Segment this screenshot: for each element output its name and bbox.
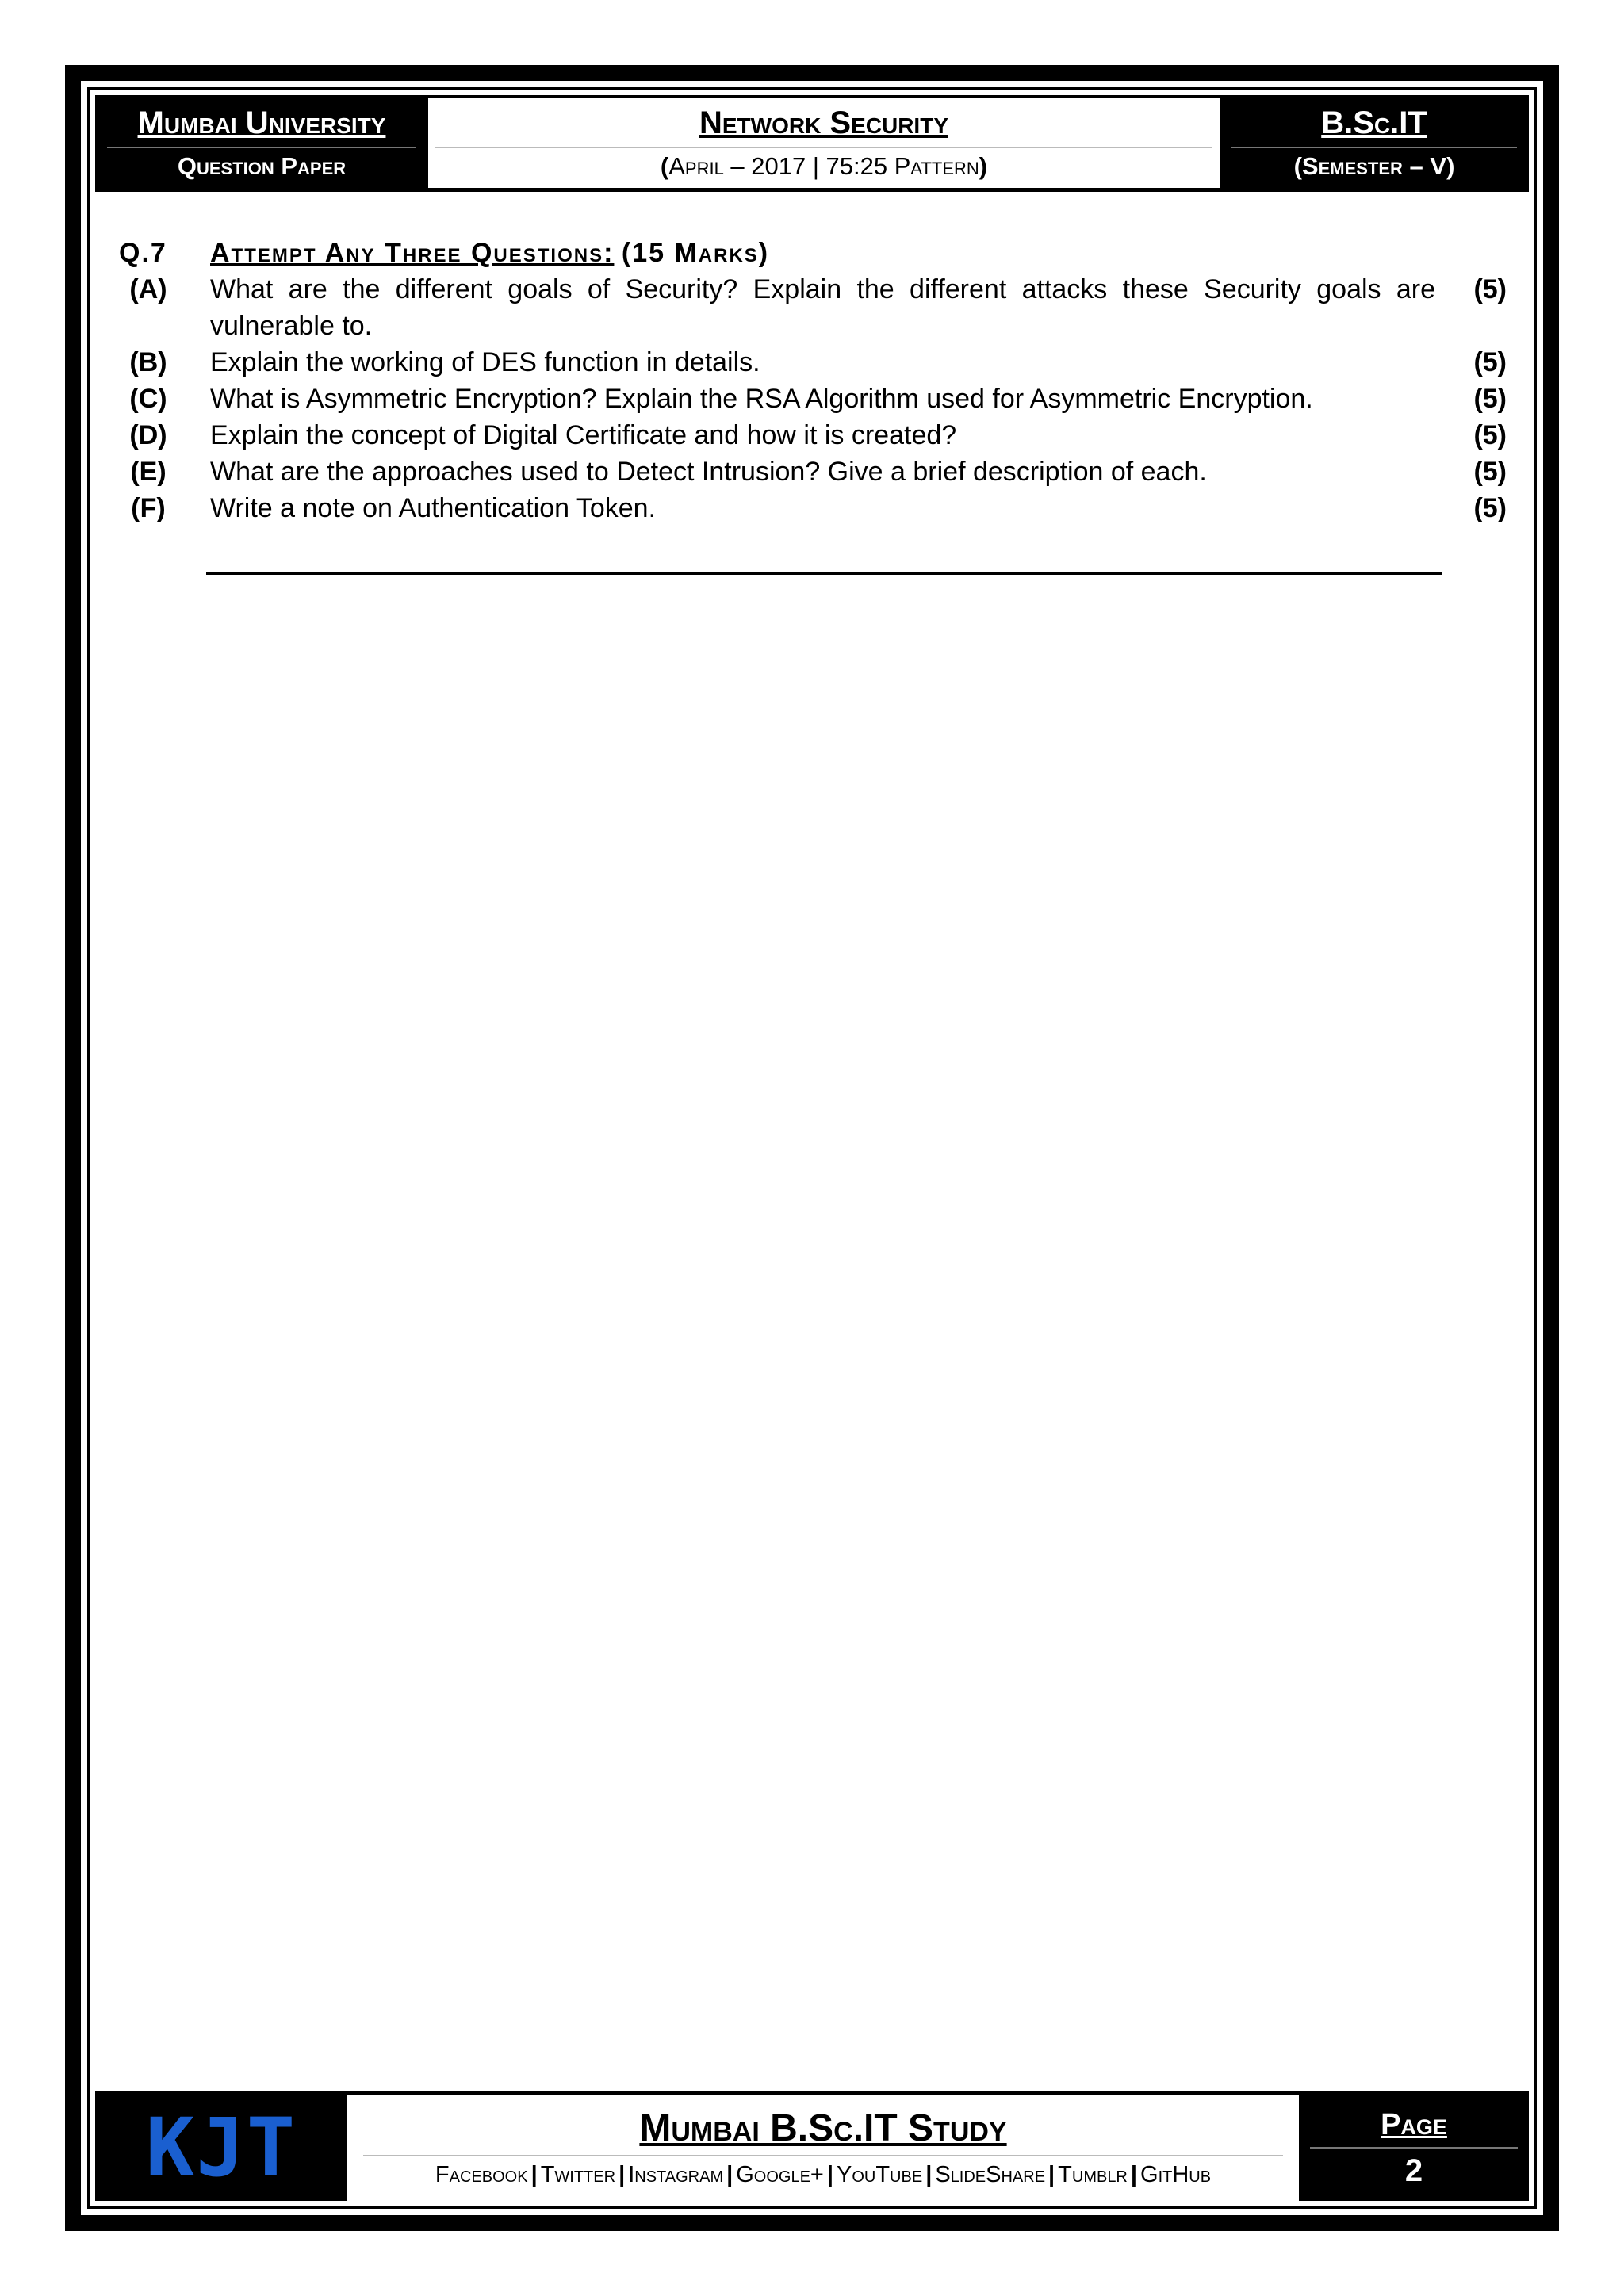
header-subject-cell — [428, 98, 1220, 188]
university-name: Mumbai University — [137, 105, 386, 140]
link-slideshare[interactable]: SlideShare — [935, 2161, 1046, 2187]
question-text: Explain the concept of Digital Certificate and how it is created? — [210, 420, 957, 450]
link-github[interactable]: GitHub — [1140, 2161, 1212, 2187]
exam-session: (April – 2017 | 75:25 Pattern) — [660, 151, 988, 180]
list-item — [119, 381, 1507, 417]
footer-page-cell — [1299, 2095, 1529, 2201]
question-number: Q.7 — [119, 238, 167, 268]
session-month: April — [668, 151, 724, 180]
question-section — [119, 235, 1507, 526]
question-marks: (5) — [1473, 457, 1507, 487]
header-divider — [1231, 147, 1517, 148]
question-text: Write a note on Authentication Token. — [210, 493, 657, 523]
question-label: (A) — [129, 274, 167, 304]
question-marks: (5) — [1473, 420, 1507, 450]
link-google-plus[interactable]: Google+ — [736, 2161, 824, 2187]
document-type: Question Paper — [177, 151, 347, 180]
link-youtube[interactable]: YouTube — [837, 2161, 923, 2187]
question-marks: (5) — [1473, 384, 1507, 414]
section-heading-row — [119, 235, 1507, 271]
question-label: (D) — [129, 420, 167, 450]
course-name: B.Sc.IT — [1321, 105, 1427, 140]
list-item — [119, 417, 1507, 453]
header-divider — [435, 147, 1212, 148]
question-label: (F) — [131, 493, 166, 523]
exam-pattern: 75:25 Pattern — [825, 151, 979, 180]
link-facebook[interactable]: Facebook — [435, 2161, 528, 2187]
question-label: (C) — [129, 384, 167, 414]
list-item — [119, 453, 1507, 490]
kjt-logo — [95, 2095, 347, 2201]
footer-title: Mumbai B.Sc.IT Study — [639, 2107, 1007, 2150]
header-course-cell — [1220, 98, 1529, 188]
list-item — [119, 271, 1507, 344]
footer-title-cell — [347, 2095, 1299, 2201]
page-number: 2 — [1404, 2152, 1423, 2188]
question-marks: (5) — [1473, 493, 1507, 523]
page-label: Page — [1381, 2107, 1447, 2141]
list-item — [119, 490, 1507, 526]
question-label: (E) — [130, 457, 167, 487]
question-text: Explain the working of DES function in details. — [210, 347, 760, 377]
section-end-divider — [206, 572, 1442, 575]
question-label: (B) — [129, 347, 167, 377]
subject-title: Network Security — [699, 105, 948, 140]
question-text: What are the approaches used to Detect Intrusion? Give a brief description of each. — [210, 457, 1207, 487]
section-heading: Attempt Any Three Questions: — [210, 238, 615, 268]
semester-label: (Semester – V) — [1293, 151, 1455, 180]
section-marks: (15 Marks) — [621, 238, 770, 268]
question-marks: (5) — [1473, 347, 1507, 377]
question-text: What is Asymmetric Encryption? Explain the RSA Algorithm used for Asymmetric Encryption. — [210, 384, 1313, 414]
footer-divider — [1310, 2147, 1518, 2149]
question-text: What are the different goals of Security? Explain the different attacks these Security goals are vulnerable to. — [210, 274, 1435, 341]
question-marks: (5) — [1473, 274, 1507, 304]
page-footer — [95, 2091, 1529, 2201]
social-links: Facebook | Twitter | Instagram | Google+ | YouTube | SlideShare | Tumblr | GitHub — [435, 2161, 1212, 2187]
session-year: 2017 — [751, 151, 806, 180]
page-header — [95, 95, 1529, 192]
link-twitter[interactable]: Twitter — [540, 2161, 616, 2187]
footer-divider — [363, 2155, 1283, 2156]
list-item — [119, 344, 1507, 381]
header-university-cell — [95, 98, 428, 188]
link-tumblr[interactable]: Tumblr — [1058, 2161, 1128, 2187]
header-divider — [107, 147, 416, 148]
logo-text: KJT — [145, 2100, 297, 2195]
link-instagram[interactable]: Instagram — [628, 2161, 724, 2187]
